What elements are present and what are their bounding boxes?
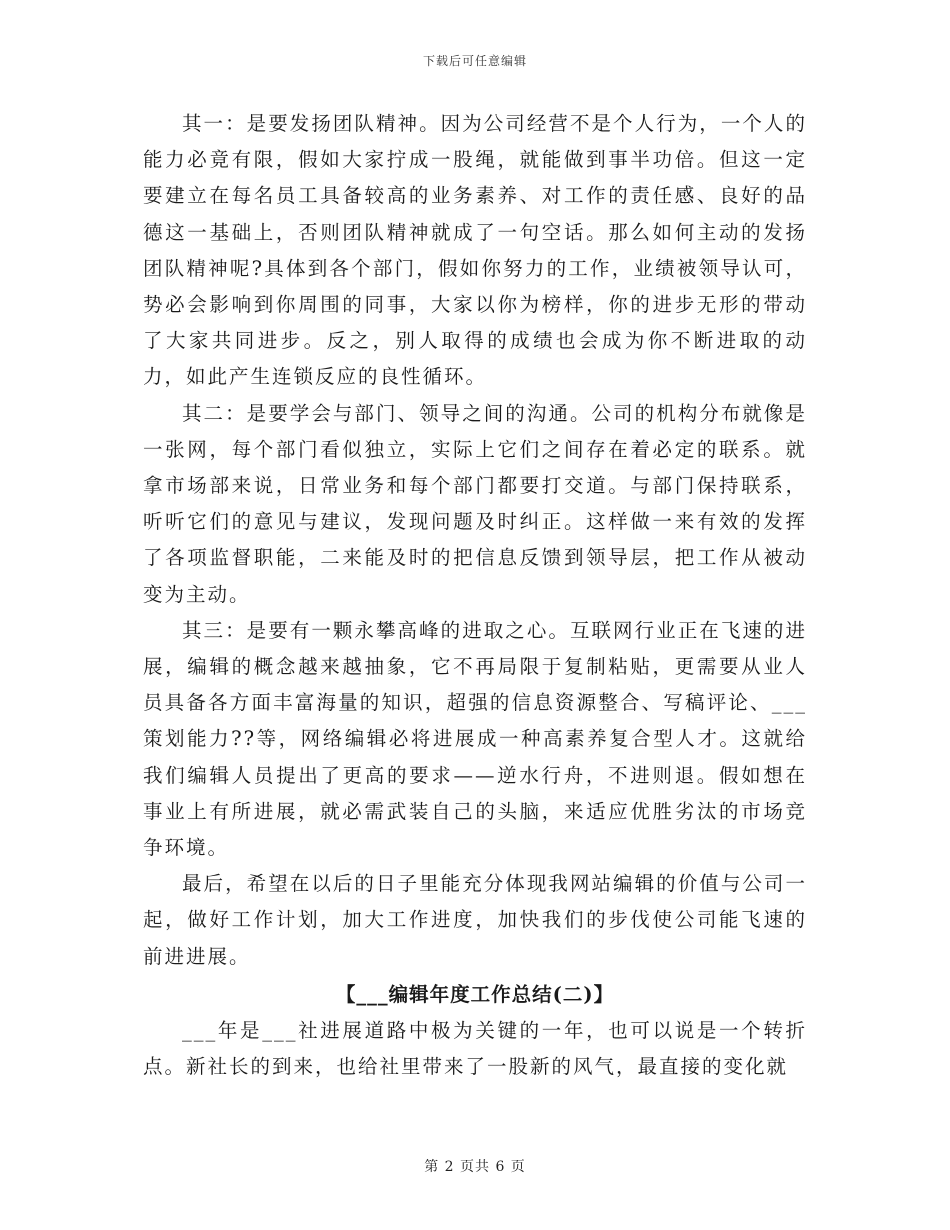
paragraph-2: 其二：是要学会与部门、领导之间的沟通。公司的机构分布就像是一张网，每个部门看似独立，实际上它们之间存在着必定的联系。就拿市场部来说，日常业务和每个部门都要打交道。与部门保持联系，听听它们的意见与建议，发现问题及时纠正。这样做一来有效的发挥了各项监督职能，二来能及时的把信息反馈到领导层，把工作从被动变为主动。 xyxy=(143,401,807,606)
paragraph-3: 其三：是要有一颗永攀高峰的进取之心。互联网行业正在飞速的进展，编辑的概念越来越抽象，它不再局限于复制粘贴，更需要从业人员具备各方面丰富海量的知识，超强的信息资源整合、写稿评论、___策划能力??等，网络编辑必将进展成一种高素养复合型人才。这就给我们编辑人员提出了更高的要求——逆水行舟，不进则退。假如想在事业上有所进展，就必需武装自己的头脑，来适应优胜劣汰的市场竞争环境。 xyxy=(143,618,807,860)
page-footer: 第 2 页共 6 页 xyxy=(424,1159,526,1175)
document-body xyxy=(143,106,807,1085)
page-header: 下载后可任意编辑 xyxy=(422,54,527,68)
section-title: 【___编辑年度工作总结(二)】 xyxy=(335,982,615,1006)
section-paragraph: ___年是___社进展道路中极为关键的一年，也可以说是一个转折点。新社长的到来，也给社里带来了一股新的风气，最直接的变化就 xyxy=(143,1019,807,1079)
paragraph-1: 其一：是要发扬团队精神。因为公司经营不是个人行为，一个人的能力必竟有限，假如大家拧成一股绳，就能做到事半功倍。但这一定要建立在每名员工具备较高的业务素养、对工作的责任感、良好的品德这一基础上，否则团队精神就成了一句空话。那么如何主动的发扬团队精神呢?具体到各个部门，假如你努力的工作，业绩被领导认可，势必会影响到你周围的同事，大家以你为榜样，你的进步无形的带动了大家共同进步。反之，别人取得的成绩也会成为你不断进取的动力，如此产生连锁反应的良性循环。 xyxy=(143,112,807,389)
paragraph-4: 最后，希望在以后的日子里能充分体现我网站编辑的价值与公司一起，做好工作计划，加大工作进度，加快我们的步伐使公司能飞速的前进进展。 xyxy=(143,872,807,968)
